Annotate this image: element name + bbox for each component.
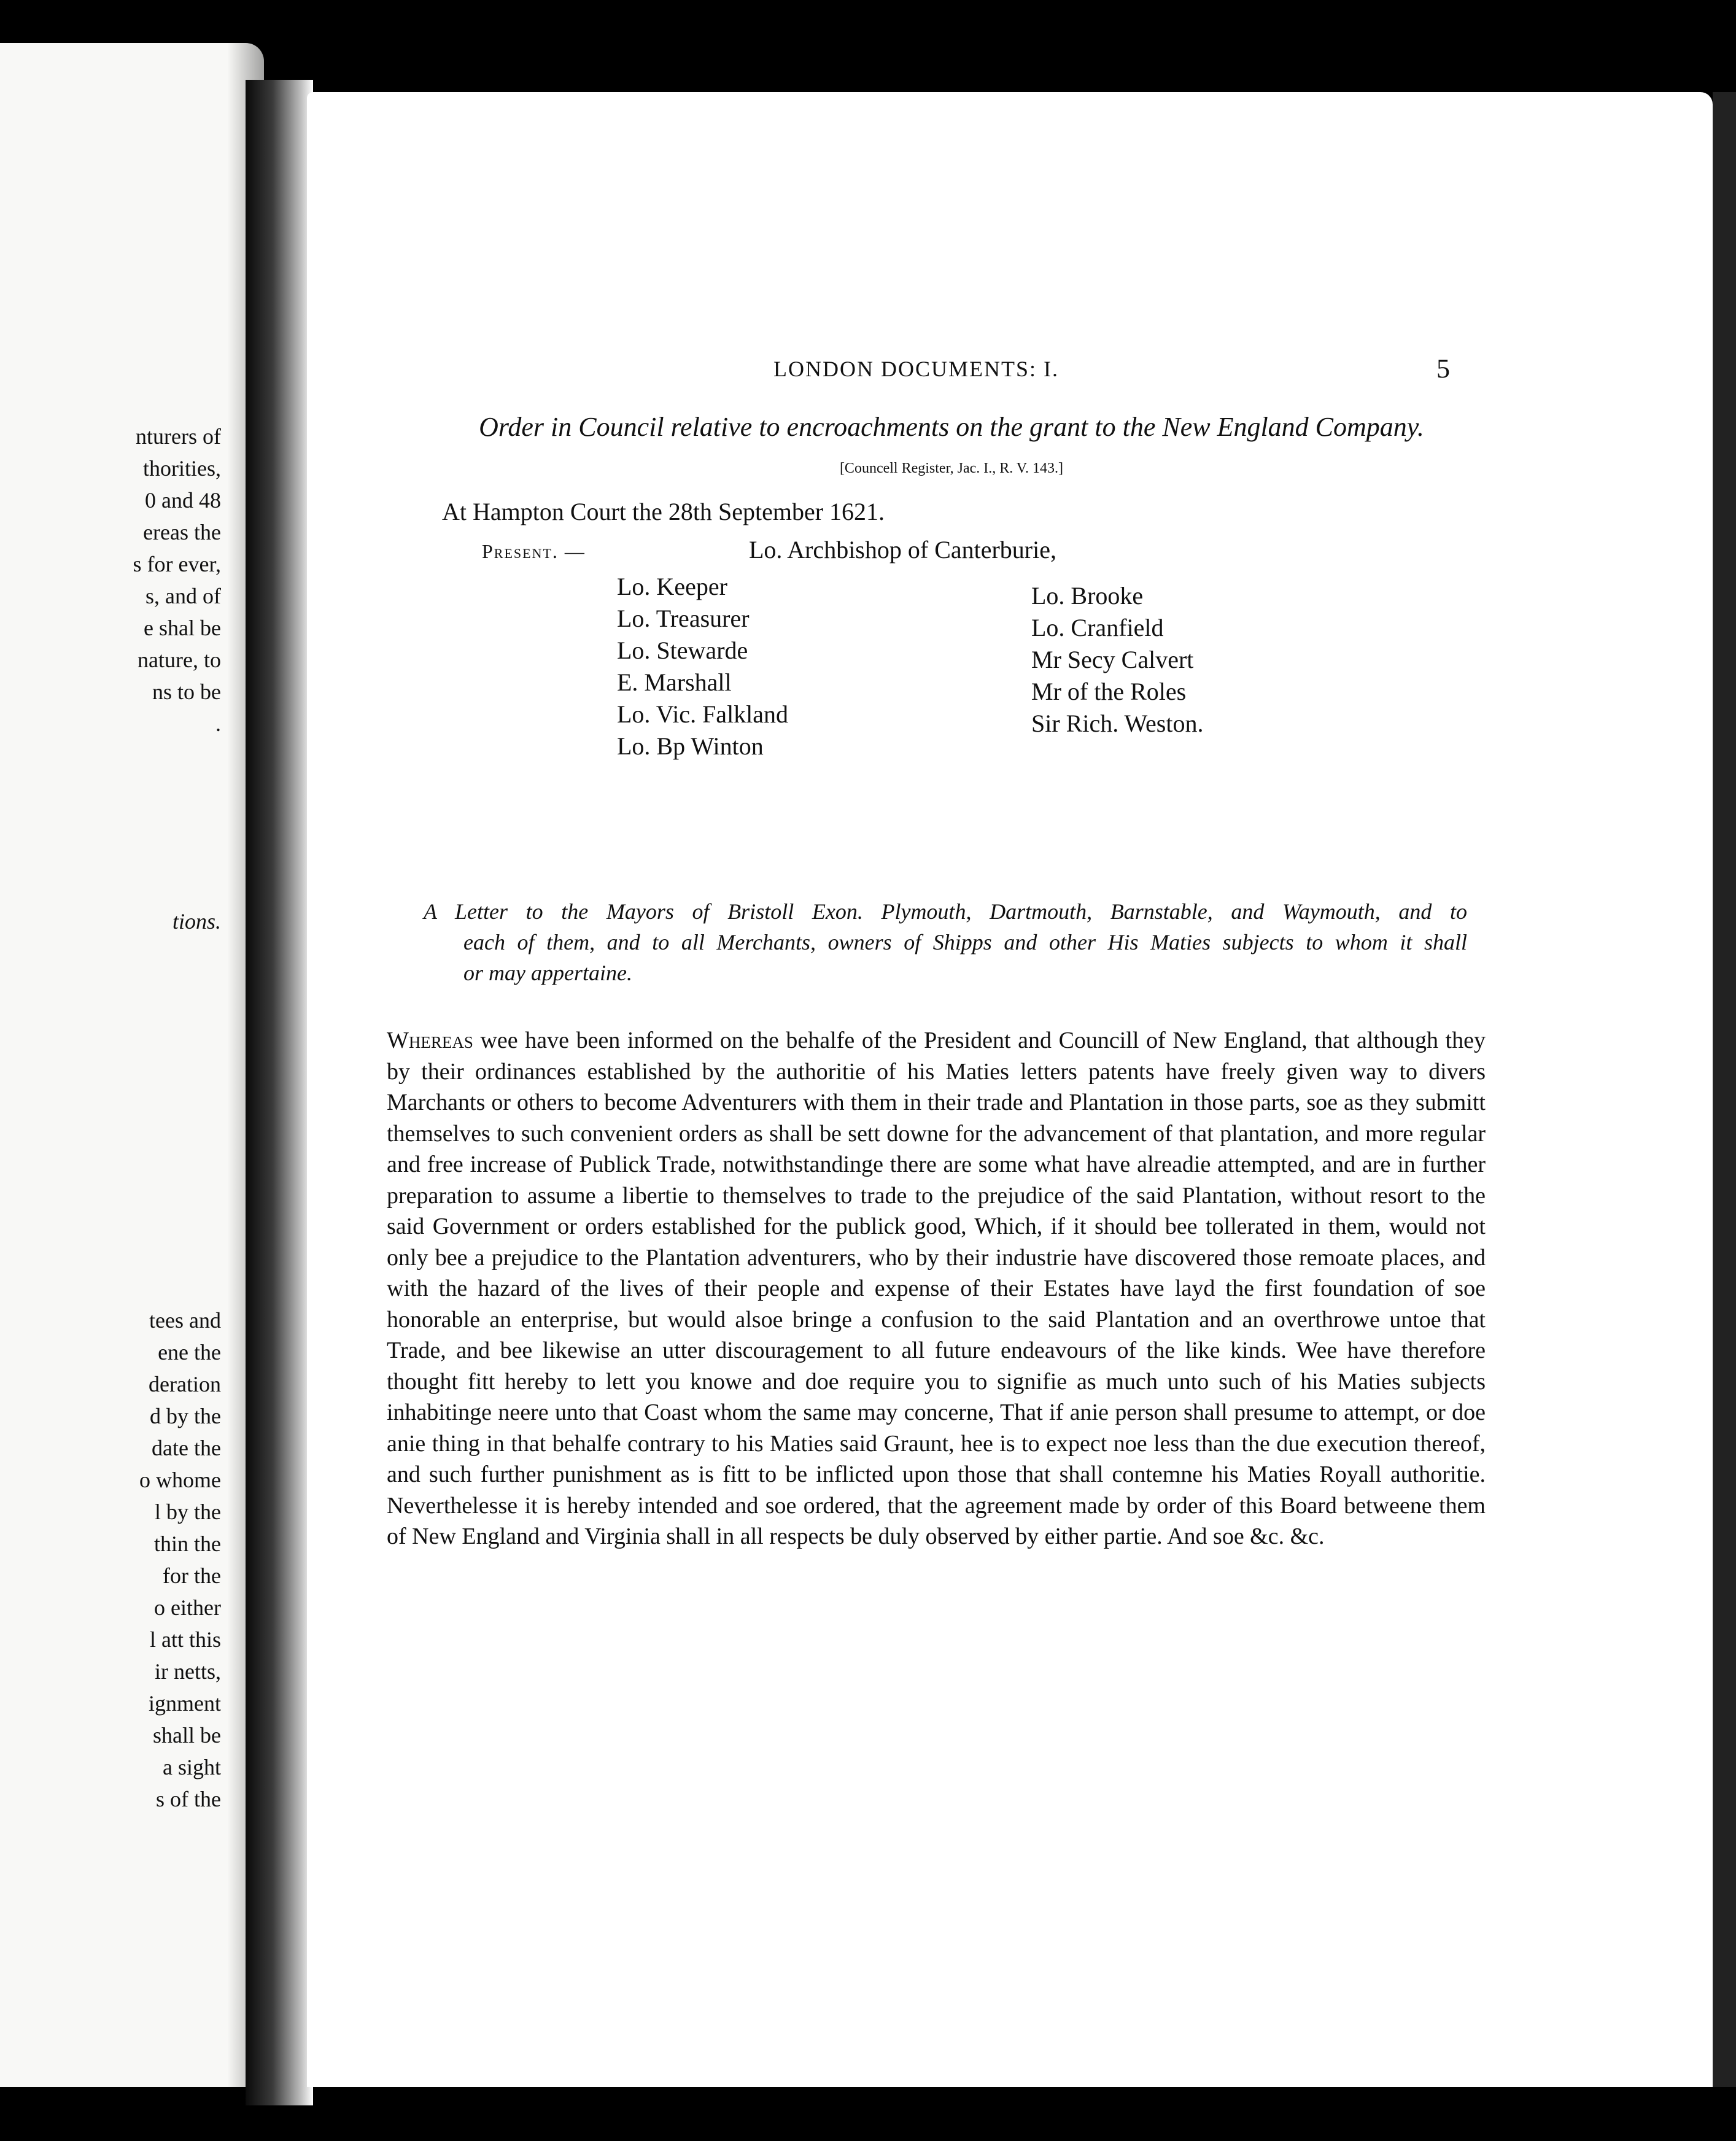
left-page-line: ereas the [143,520,221,544]
previous-page [0,43,264,2087]
left-page-line: 0 and 48 [145,488,221,513]
present-member: Lo. Vic. Falkland [617,700,789,728]
present-member: Mr Secy Calvert [1031,646,1194,673]
left-page-line: tees and [149,1308,221,1333]
present-member: Lo. Stewarde [617,637,748,664]
left-page-line: l att this [150,1627,221,1652]
left-page-line: thin the [154,1531,221,1556]
present-member: Sir Rich. Weston. [1031,710,1204,737]
present-member: Lo. Brooke [1031,582,1144,610]
address-line: each of them, and to all Merchants, owners of Shipps and other His Maties subjects to whom it shall [463,930,1467,954]
present-member: E. Marshall [617,668,732,696]
present-member: Mr of the Roles [1031,678,1187,705]
left-page-heading-fragment: tions. [172,909,221,934]
left-page-line: d by the [150,1404,221,1428]
address-line: or may appertaine. [463,961,632,985]
left-page-line: thorities, [143,456,221,481]
left-page-line: s for ever, [133,552,221,576]
page-edge [1713,92,1736,2087]
present-list-right [1031,580,1204,740]
place-date: At Hampton Court the 28th September 1621. [442,498,885,525]
left-page-line: o either [154,1595,221,1620]
page-number: 5 [1436,354,1450,384]
present-list-left [617,571,788,762]
left-page-line: s, and of [145,584,221,608]
present-member: Lo. Bp Winton [617,732,764,760]
source-citation: [Councell Register, Jac. I., R. V. 143.] [839,460,1064,476]
body-text: wee have been informed on the behalfe of the President and Councill of New England, that although they by their ordinances established by the authoritie of his Maties letters patents have freely given way to divers Marchants or others to become Adventurers with them in their trade and Plantation in those parts, soe as they submitt themselves to such convenient orders as shall be sett downe for the advancement of that plantation, and more regular and free increase of Publick Trade, notwithstandinge there are some what have alreadie attempted, and are in further preparation to assume a libertie to themselves to trade to the prejudice of the said Plantation, without resort to the said Government or orders established for the publick good, Which, if it should bee tollerated in them, would not only bee a prejudice to the Plantation adventurers, who by their industrie have discovered those remoate places, and with the hazard of the lives of their people and expense of their Estates have layd the first foundation of soe honorable an enterprise, but would alsoe bringe a confusion to the said Plantation and an overthrowe untoe that Trade, and bee likewise an utter discouragement to all future endeavours of the like kinds. Wee have therefore thought fitt hereby to lett you knowe and doe require you to signifie as much unto such of his Maties subjects inhabitinge neere unto that Coast whom the same may concerne, That if anie person shall presume to attempt, or doe anie thing in that behalfe contrary to his Maties said Graunt, hee is to expect noe less than the due execution thereof, and such further punishment as is fitt to be inflicted upon those that shall contemne his Maties Royall authoritie. Neverthelesse it is hereby intended and soe ordered, that the agreement made by order of this Board betweene them of New England and Virginia shall in all respects be duly observed by either partie. And soe &c. &c. [387,1028,1486,1549]
left-page-line: l by the [155,1500,221,1524]
running-head: LONDON DOCUMENTS: I. [773,357,1059,381]
binding-shadow [246,80,313,2105]
left-page-line: ir netts, [155,1659,221,1684]
address-line: A Letter to the Mayors of Bristoll Exon. Plymouth, Dartmouth, Barnstable, and Waymouth, and to [424,899,1467,924]
present-member: Lo. Keeper [617,573,727,600]
left-page-line: nturers of [136,424,221,449]
body-first-word: Whereas [387,1028,473,1053]
left-page-line: . [215,711,221,736]
left-page-line: deration [149,1372,221,1396]
left-page-line: o whome [139,1468,221,1492]
left-page-line: nature, to [138,648,221,672]
left-page-line: ns to be [152,679,221,704]
present-label: Present. — [482,540,586,562]
left-page-line: ene the [158,1340,221,1365]
letter-body [387,1025,1486,1552]
present-first-member: Lo. Archbishop of Canterburie, [749,536,1056,563]
left-page-line: e shal be [144,616,221,640]
letter-address [424,896,1467,988]
left-page-line: shall be [153,1723,221,1748]
document-page [307,92,1713,2087]
document-title: Order in Council relative to encroachments on the grant to the New England Company. [479,412,1424,442]
left-page-line: date the [152,1436,221,1460]
left-page-line: ignment [149,1691,221,1716]
present-member: Lo. Cranfield [1031,614,1164,641]
left-page-line: a sight [163,1755,221,1779]
left-page-line: for the [163,1563,221,1588]
left-page-line: s of the [156,1787,221,1811]
present-member: Lo. Treasurer [617,605,750,632]
